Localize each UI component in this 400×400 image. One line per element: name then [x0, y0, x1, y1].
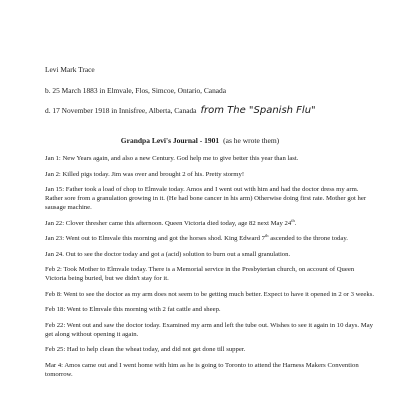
ordinal-suffix: th — [265, 232, 269, 238]
journal-entry: Jan 22: Clover thresher came this afternoon. Queen Victoria died today, age 82 next May 24th. — [45, 217, 297, 227]
journal-entry: Feb 8: Went to see the doctor as my arm does not seem to be getting much better. Expect to have it opened in 2 or 3 weeks. — [45, 290, 374, 298]
journal-entry: Jan 24. Out to see the doctor today and got a (acid) solution to burn out a small granulation. — [45, 250, 291, 258]
journal-entry: Feb 2: Took Mother to Elmvale today. There is a Memorial service in the Presbyterian church, on account of Queen Victoria being buried, but we didn't stay for it. — [45, 266, 355, 282]
death-text: d. 17 November 1918 in Innisfree, Alberta, Canada — [45, 106, 197, 115]
journal-entry: Jan 15: Father took a load of chop to Elmvale today. Amos and I went out with him and had the doctor dress my arm. Rather sore from a granulation growing in it. (He had bone cancer in his arm) Otherwise doing first rate. Mother got her sausage machine. — [45, 186, 367, 211]
journal-entry: Feb 22: Went out and saw the doctor today. Examined my arm and left the tube out. Wishes to see it again in 10 days. May get along without opening it again. — [45, 321, 373, 338]
journal-entry: Mar 4: Amos came out and I went home with him as he is going to Toronto to attend the Harness Makers Convention tomorrow. — [45, 361, 359, 378]
journal-entry: Jan 23: Went out to Elmvale this morning and got the horses shod. King Edward 7th ascended to the throne today. — [45, 232, 348, 242]
journal-entry: Jan 1: New Years again, and also a new Century. God help me to give better this year than last. — [45, 155, 299, 162]
person-name: Levi Mark Trace — [45, 65, 95, 74]
journal-title — [0, 136, 400, 145]
ordinal-suffix: th — [291, 217, 295, 223]
handwritten-note: from The "Spanish Flu" — [200, 105, 316, 116]
journal-title-main: Grandpa Levi's Journal - 1901 — [120, 136, 220, 145]
journal-entry: Feb 25: Had to help clean the wheat today, and did not get done till supper. — [45, 346, 246, 353]
birth-line: b. 25 March 1883 in Elmvale, Flos, Simcoe, Ontario, Canada — [45, 86, 227, 95]
death-line — [45, 106, 316, 115]
journal-entry: Feb 18: Went to Elmvale this morning with 2 fat cattle and sheep. — [45, 306, 221, 313]
journal-entry: Jan 2: Killed pigs today. Jim was over and brought 2 of his. Pretty stormy! — [45, 170, 245, 178]
journal-entries — [45, 154, 375, 385]
journal-title-aside: (as he wrote them) — [223, 136, 280, 145]
